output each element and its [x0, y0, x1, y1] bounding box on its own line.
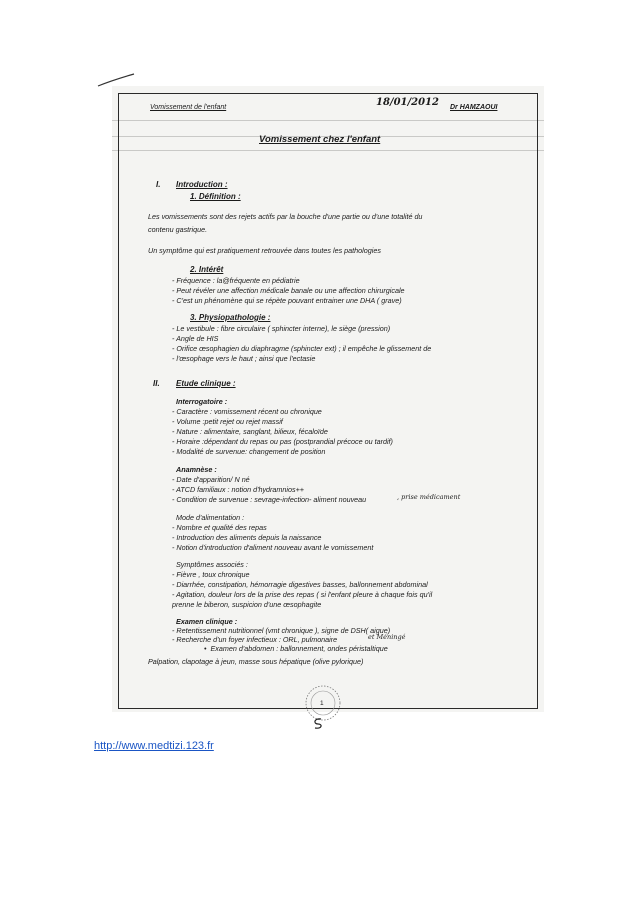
list-item: - Condition de survenue : sevrage-infection- aliment nouveau	[172, 495, 367, 504]
list-item: - Le vestibule : fibre circulaire ( sphincter interne), le siège (pression)	[172, 324, 391, 333]
list-item: - Orifice œsophagien du diaphragme (sphincter ext) ; il empêche le glissement de	[172, 344, 432, 353]
list-item: - Introduction des aliments depuis la naissance	[172, 533, 322, 542]
section-title-introduction: Introduction :	[176, 180, 228, 189]
page-title: Vomissement chez l'enfant	[259, 134, 381, 145]
list-item: - Date d'apparition/ N né	[172, 475, 250, 484]
list-item: - Agitation, douleur lors de la prise des repas ( si l'enfant pleure à chaque fois qu'il	[172, 590, 433, 599]
handwritten-note: , prise médicament	[397, 493, 461, 501]
handwritten-note: et Méningé	[368, 633, 406, 641]
subsection-title-interet: 2. Intérêt	[190, 265, 224, 274]
block-title-interrogatoire: Interrogatoire :	[176, 397, 228, 406]
list-item: - Horaire :dépendant du repas ou pas (postprandial précoce ou tardif)	[172, 437, 393, 446]
definition-text: Un symptôme qui est pratiquement retrouvée dans toutes les pathologies	[148, 246, 381, 255]
list-item: - Volume :petit rejet ou rejet massif	[172, 417, 283, 426]
subsection-title-physiopathologie: 3. Physiopathologie :	[190, 313, 271, 322]
list-item: - Modalité de survenue: changement de position	[172, 447, 326, 456]
list-item: - Nature : alimentaire, sanglant, bilieux, fécaloïde	[172, 427, 328, 436]
definition-text: Les vomissements sont des rejets actifs par la bouche d'une partie ou d'une totalité du	[148, 212, 423, 221]
list-item: - Recherche d'un foyer infectieux : ORL, pulmonaire	[172, 635, 338, 644]
section-number: II.	[153, 379, 160, 388]
bullet-icon: •	[204, 644, 211, 653]
list-item: prenne le biberon, suspicion d'une œsophagite	[172, 600, 322, 609]
footer-url-link[interactable]: http://www.medtizi.123.fr	[94, 740, 214, 752]
block-title-anamnese: Anamnèse :	[176, 465, 217, 474]
list-item: - Fréquence : la@fréquente en pédiatrie	[172, 276, 300, 285]
handwritten-mark-icon	[311, 716, 325, 730]
pen-stroke-icon	[96, 72, 136, 90]
list-item: - Fièvre , toux chronique	[172, 570, 250, 579]
section-title-etude-clinique: Etude clinique :	[176, 379, 236, 388]
list-item: - Notion d'introduction d'aliment nouveau avant le vomissement	[172, 543, 374, 552]
list-item: - Caractère : vomissement récent ou chronique	[172, 407, 322, 416]
bullet-item	[204, 645, 388, 653]
list-item: - ATCD familiaux : notion d'hydramnios++	[172, 485, 304, 494]
header-author: Dr HAMZAOUI	[450, 104, 498, 111]
list-item: - Diarrhée, constipation, hémorragie digestives basses, ballonnement abdominal	[172, 580, 428, 589]
definition-text: contenu gastrique.	[148, 225, 208, 234]
block-title-examen-clinique: Examen clinique :	[176, 617, 238, 626]
header-date: 18/01/2012	[376, 97, 439, 108]
palpation-text: Palpation, clapotage à jeun, masse sous hépatique (olive pylorique)	[148, 657, 364, 666]
list-item: - Retentissement nutritionnel (vmt chronique ), signe de DSH( aigue)	[172, 626, 391, 635]
list-item: - Peut révéler une affection médicale banale ou une affection chirurgicale	[172, 286, 405, 295]
list-item: - l'œsophage vers le haut ; ainsi que l'ectasie	[172, 354, 316, 363]
subsection-title-definition: 1. Définition :	[190, 192, 241, 201]
block-title-alimentation: Mode d'alimentation :	[176, 513, 245, 522]
list-item: - C'est un phénomène qui se répète pouvant entrainer une DHA ( grave)	[172, 296, 402, 305]
page-number: 1	[320, 700, 324, 707]
header-course-title: Vomissement de l'enfant	[150, 104, 227, 111]
bullet-text: Examen d'abdomen : ballonnement, ondes péristaltique	[210, 644, 388, 653]
section-number: I.	[156, 180, 161, 189]
block-title-symptomes: Symptômes associés :	[176, 560, 248, 569]
list-item: - Angle de HIS	[172, 334, 219, 343]
list-item: - Nombre et qualité des repas	[172, 523, 267, 532]
